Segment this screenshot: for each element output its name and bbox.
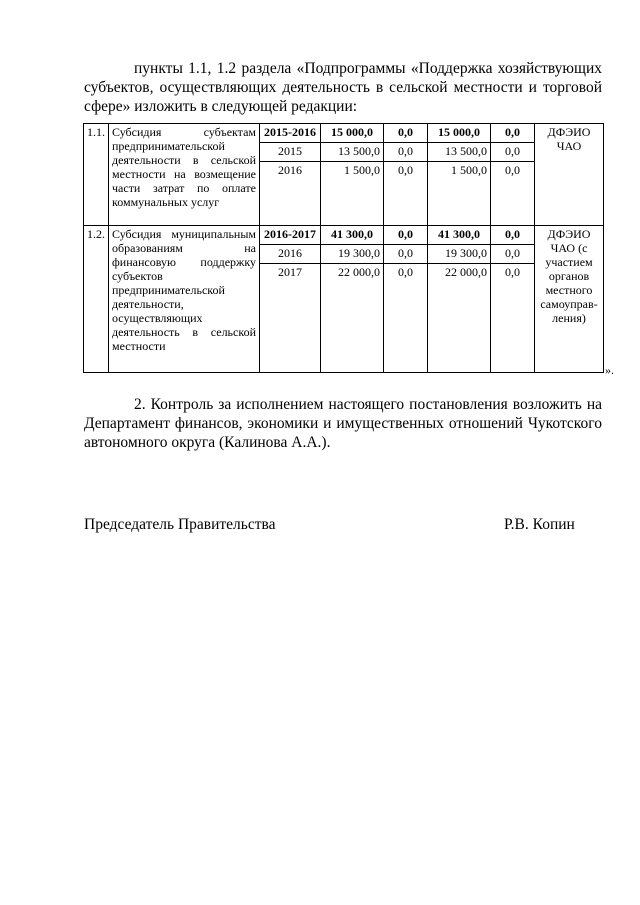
signatory-name: Р.В. Копин: [504, 516, 575, 533]
period-cell: 2015: [260, 143, 321, 162]
value-cell: 0,0: [384, 143, 428, 162]
period-cell: 2015-2016: [260, 124, 321, 143]
control-paragraph: 2. Контроль за исполнением настоящего постановления возложить на Департамент финансов, экономики и имущественных отношений Чукотского автономного округа (Калинова А.А.).: [84, 396, 602, 451]
value-cell: 22 000,0: [428, 264, 491, 373]
value-cell: 41 300,0: [428, 226, 491, 245]
value-cell: 0,0: [384, 226, 428, 245]
row-number: 1.2.: [84, 226, 109, 373]
program-table: [83, 123, 604, 373]
value-cell: 0,0: [384, 162, 428, 226]
value-cell: 0,0: [384, 124, 428, 143]
value-cell: 15 000,0: [428, 124, 491, 143]
table-row: [84, 124, 604, 143]
value-cell: 0,0: [491, 226, 535, 245]
value-cell: 13 500,0: [321, 143, 384, 162]
value-cell: 41 300,0: [321, 226, 384, 245]
signatory-title: Председатель Правительства: [84, 516, 276, 533]
measure-name: Субсидия муниципальным образованиям на финансовую поддержку субъектов предпринимательской деятельности, осуществляющих деятельность в сельской местности: [109, 226, 260, 373]
value-cell: 0,0: [491, 143, 535, 162]
value-cell: 0,0: [384, 245, 428, 264]
value-cell: 0,0: [491, 162, 535, 226]
value-cell: 22 000,0: [321, 264, 384, 373]
value-cell: 19 300,0: [321, 245, 384, 264]
value-cell: 19 300,0: [428, 245, 491, 264]
executor-cell: ДФЭИО ЧАО (с участием органов местного самоуправ-ления): [535, 226, 604, 373]
period-cell: 2017: [260, 264, 321, 373]
value-cell: 1 500,0: [321, 162, 384, 226]
value-cell: 13 500,0: [428, 143, 491, 162]
period-cell: 2016: [260, 162, 321, 226]
value-cell: 0,0: [491, 245, 535, 264]
closing-quote-mark: ».: [605, 363, 614, 377]
measure-name: Субсидия субъектам предпринимательской деятельности в сельской местности на возмещение части затрат по оплате коммунальных услуг: [109, 124, 260, 226]
intro-paragraph: пункты 1.1, 1.2 раздела «Подпрограммы «Поддержка хозяйствующих субъектов, осуществляющих деятельность в сельской местности и торговой сфере» изложить в следующей редакции:: [84, 60, 602, 115]
value-cell: 0,0: [491, 264, 535, 373]
value-cell: 0,0: [491, 124, 535, 143]
value-cell: 15 000,0: [321, 124, 384, 143]
executor-cell: ДФЭИО ЧАО: [535, 124, 604, 226]
value-cell: 1 500,0: [428, 162, 491, 226]
row-number: 1.1.: [84, 124, 109, 226]
table-row: [84, 226, 604, 245]
value-cell: 0,0: [384, 264, 428, 373]
period-cell: 2016-2017: [260, 226, 321, 245]
period-cell: 2016: [260, 245, 321, 264]
